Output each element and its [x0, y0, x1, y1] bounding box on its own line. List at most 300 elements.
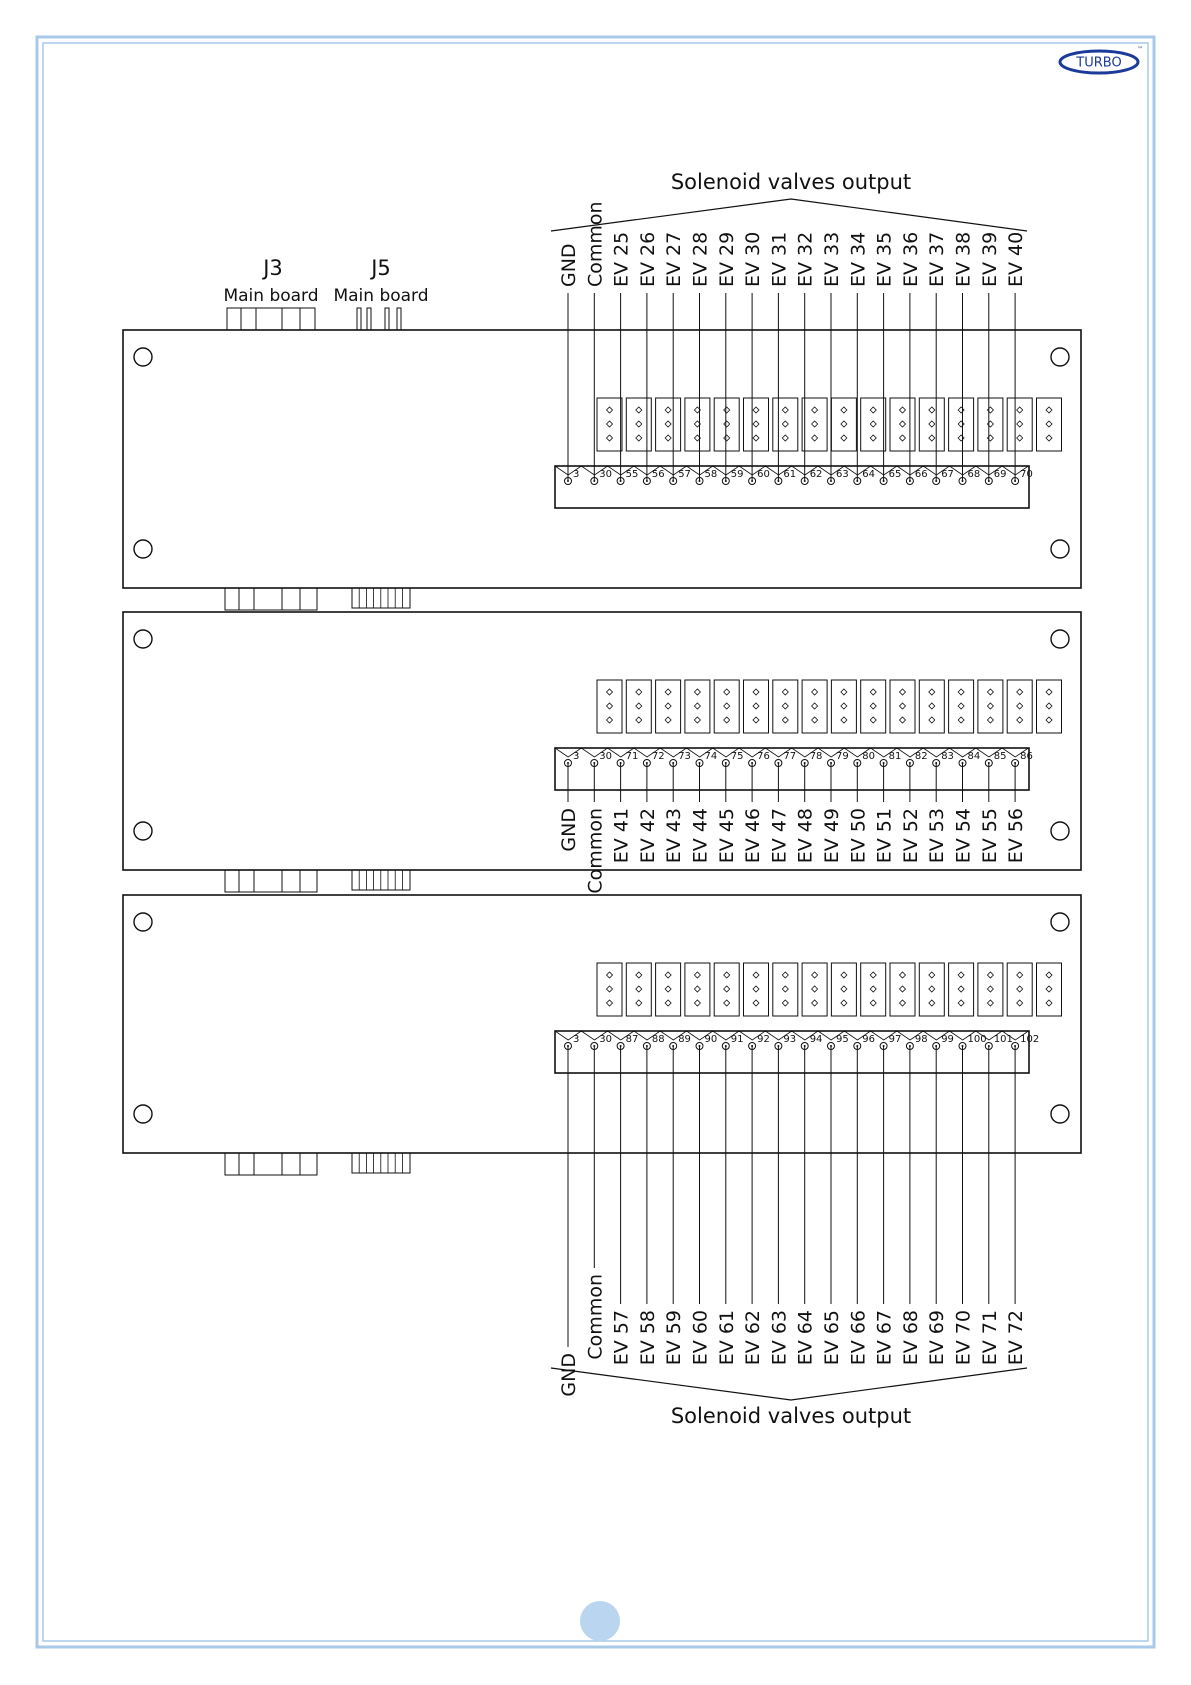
j5-sub-label: Main board — [333, 286, 429, 306]
output-connector — [831, 398, 856, 451]
output-connector — [861, 398, 886, 451]
connector-contact — [607, 407, 613, 413]
terminal-number: 57 — [678, 469, 691, 480]
output-label: EV 43 — [663, 808, 686, 864]
connector-contact — [636, 435, 642, 441]
j3-ribbon-connector — [225, 870, 317, 892]
terminal-number: 63 — [836, 469, 849, 480]
terminal-number: 94 — [809, 1034, 823, 1045]
connector-contact — [841, 1000, 847, 1006]
output-connector — [1007, 398, 1032, 451]
connector-contact — [841, 407, 847, 413]
output-connector — [978, 398, 1003, 451]
connector-contact — [900, 1000, 906, 1006]
connector-contact — [694, 972, 700, 978]
j3-label: J3 — [263, 256, 283, 280]
output-label: EV 28 — [689, 231, 712, 287]
connector-contact — [607, 972, 613, 978]
output-label: EV 32 — [794, 231, 817, 287]
output-connector — [919, 680, 944, 733]
j3-top-body — [227, 308, 315, 330]
output-connector — [949, 963, 974, 1016]
output-label: EV 62 — [742, 1310, 765, 1366]
connector-contact — [958, 972, 964, 978]
connector-contact — [694, 1000, 700, 1006]
terminal-number: 3 — [573, 469, 580, 480]
connector-contact — [958, 421, 964, 427]
output-label: EV 67 — [873, 1310, 896, 1366]
connector-contact — [929, 972, 935, 978]
output-label: EV 52 — [899, 808, 922, 864]
terminal-number: 86 — [1020, 751, 1033, 762]
connector-contact — [1046, 717, 1052, 723]
connector-contact — [870, 1000, 876, 1006]
output-connector — [714, 680, 739, 733]
output-label: EV 48 — [794, 808, 817, 864]
connector-contact — [870, 717, 876, 723]
output-connector — [744, 680, 769, 733]
j3-sub-label: Main board — [223, 286, 319, 306]
footer-brace — [551, 1368, 1027, 1400]
terminal-number: 87 — [625, 1034, 639, 1045]
connector-contact — [665, 703, 671, 709]
j5-top-connector — [357, 308, 401, 330]
terminal-number: 61 — [783, 469, 797, 480]
connector-contact — [812, 717, 818, 723]
footer-title: Solenoid valves output — [670, 1404, 912, 1428]
terminal-number: 85 — [993, 751, 1007, 762]
output-label: EV 68 — [899, 1310, 922, 1366]
output-label: EV 44 — [689, 808, 712, 864]
j3-ribbon-connector — [225, 588, 317, 610]
output-label: Common — [584, 1274, 607, 1360]
output-connector — [685, 680, 710, 733]
connector-contact — [782, 689, 788, 695]
output-label: EV 71 — [978, 1310, 1001, 1366]
output-connector — [1037, 680, 1062, 733]
j5-top-pin — [357, 308, 361, 330]
connector-contact — [665, 986, 671, 992]
output-connector — [744, 963, 769, 1016]
terminal-number: 101 — [993, 1034, 1013, 1045]
output-label: EV 60 — [689, 1310, 712, 1366]
connector-contact — [724, 972, 730, 978]
output-label: GND — [558, 808, 580, 852]
connector-contact — [753, 1000, 759, 1006]
output-label: EV 63 — [768, 1310, 791, 1366]
output-label: EV 27 — [663, 231, 686, 287]
output-label: EV 72 — [1005, 1310, 1028, 1366]
connector-contact — [753, 717, 759, 723]
terminal-number: 89 — [678, 1034, 691, 1045]
mounting-hole — [134, 348, 152, 366]
header-brace — [551, 199, 1027, 231]
board-2 — [123, 612, 1081, 894]
connector-contact — [753, 435, 759, 441]
terminal-number: 88 — [651, 1034, 665, 1045]
turbo-logo — [1060, 46, 1143, 73]
board-outline — [123, 895, 1081, 1153]
page-number-marker — [580, 1601, 620, 1641]
logo-text: TURBO — [1076, 55, 1122, 71]
output-connector — [597, 398, 622, 451]
output-label: EV 65 — [821, 1310, 843, 1366]
terminal-number: 73 — [678, 751, 691, 762]
output-connector — [685, 398, 710, 451]
output-connector — [978, 680, 1003, 733]
terminal-number: 68 — [967, 469, 981, 480]
connector-contact — [724, 717, 730, 723]
terminal-number: 71 — [625, 751, 639, 762]
connector-contact — [782, 1000, 788, 1006]
terminal-number: 3 — [573, 1034, 580, 1045]
connector-contact — [900, 986, 906, 992]
terminal-number: 58 — [704, 469, 718, 480]
connector-contact — [1017, 421, 1023, 427]
connector-contact — [607, 435, 613, 441]
terminal-number: 56 — [651, 469, 665, 480]
terminal-number: 69 — [993, 469, 1007, 480]
connector-contact — [958, 717, 964, 723]
output-label: EV 34 — [847, 231, 870, 287]
output-label: EV 39 — [978, 231, 1001, 287]
output-connector — [861, 680, 886, 733]
j5-ribbon-connector — [352, 588, 410, 608]
connector-contact — [1046, 703, 1052, 709]
output-label: EV 69 — [926, 1310, 949, 1366]
j3-ribbon-connector — [225, 1153, 317, 1175]
output-label: EV 37 — [926, 231, 949, 287]
connector-contact — [929, 407, 935, 413]
terminal-number: 97 — [888, 1034, 902, 1045]
output-label: EV 61 — [715, 1310, 738, 1366]
output-label: EV 29 — [715, 231, 738, 287]
connector-contact — [694, 703, 700, 709]
terminal-number: 83 — [941, 751, 954, 762]
connector-contact — [812, 407, 818, 413]
connector-contact — [870, 421, 876, 427]
output-label: EV 59 — [663, 1310, 686, 1366]
connector-contact — [636, 717, 642, 723]
connector-contact — [636, 407, 642, 413]
connector-contact — [812, 703, 818, 709]
terminal-number: 30 — [599, 1034, 613, 1045]
j5-ribbon-connector — [352, 1153, 410, 1173]
terminal-number: 72 — [651, 751, 665, 762]
output-connector — [1037, 398, 1062, 451]
connector-contact — [870, 689, 876, 695]
connector-contact — [724, 407, 730, 413]
connector-contact — [870, 972, 876, 978]
output-connector — [802, 680, 827, 733]
terminal-number: 84 — [967, 751, 981, 762]
connector-contact — [1046, 972, 1052, 978]
output-label: EV 30 — [742, 231, 765, 287]
terminal-number: 79 — [836, 751, 849, 762]
terminal-number: 65 — [888, 469, 902, 480]
output-connector — [773, 398, 798, 451]
output-connector — [656, 963, 681, 1016]
connector-contact — [636, 986, 642, 992]
terminal-number: 55 — [625, 469, 639, 480]
output-connector — [685, 963, 710, 1016]
connector-contact — [724, 1000, 730, 1006]
connector-contact — [782, 421, 788, 427]
connector-contact — [1017, 407, 1023, 413]
output-label: GND — [558, 243, 580, 287]
terminal-number: 30 — [599, 751, 613, 762]
j5-label: J5 — [371, 256, 391, 280]
connector-contact — [1046, 435, 1052, 441]
terminal-number: 96 — [862, 1034, 876, 1045]
connector-contact — [753, 703, 759, 709]
output-connector — [1007, 680, 1032, 733]
boards-layer — [123, 201, 1081, 1396]
output-label: EV 42 — [636, 808, 659, 864]
connector-contact — [900, 717, 906, 723]
connector-contact — [900, 703, 906, 709]
connector-contact — [694, 689, 700, 695]
connector-contact — [665, 407, 671, 413]
connector-contact — [812, 421, 818, 427]
terminal-number: 81 — [888, 751, 902, 762]
connector-contact — [929, 421, 935, 427]
connector-contact — [724, 421, 730, 427]
terminal-number: 102 — [1020, 1034, 1040, 1045]
connector-contact — [782, 972, 788, 978]
output-label: Common — [584, 201, 607, 287]
output-label: EV 55 — [978, 808, 1001, 864]
output-label: EV 33 — [821, 231, 843, 287]
connector-contact — [841, 421, 847, 427]
output-connector — [656, 398, 681, 451]
connector-contact — [724, 703, 730, 709]
connector-contact — [724, 435, 730, 441]
output-connector — [773, 680, 798, 733]
output-connector — [919, 963, 944, 1016]
connector-contact — [870, 435, 876, 441]
connector-contact — [958, 689, 964, 695]
output-connector — [626, 680, 651, 733]
output-label: EV 70 — [952, 1310, 975, 1366]
connector-contact — [1046, 689, 1052, 695]
terminal-number: 99 — [941, 1034, 954, 1045]
connector-contact — [900, 407, 906, 413]
output-connector — [744, 398, 769, 451]
connector-contact — [900, 435, 906, 441]
connector-contact — [900, 689, 906, 695]
output-label: EV 57 — [610, 1310, 633, 1366]
output-label: EV 25 — [610, 231, 633, 287]
mounting-hole — [1051, 913, 1069, 931]
connector-contact — [753, 421, 759, 427]
logo-trademark: ™ — [1137, 46, 1143, 53]
terminal-number: 92 — [757, 1034, 770, 1045]
mounting-hole — [134, 913, 152, 931]
connector-contact — [987, 972, 993, 978]
connector-contact — [929, 986, 935, 992]
connector-contact — [665, 421, 671, 427]
connector-contact — [900, 972, 906, 978]
terminal-number: 77 — [783, 751, 797, 762]
connector-contact — [841, 986, 847, 992]
output-label: EV 46 — [742, 808, 765, 864]
connector-contact — [812, 986, 818, 992]
output-label: EV 54 — [952, 808, 975, 864]
connector-contact — [753, 407, 759, 413]
connector-contact — [841, 435, 847, 441]
output-connector — [1007, 963, 1032, 1016]
connector-contact — [812, 972, 818, 978]
connector-contact — [724, 986, 730, 992]
j5-top-pin — [385, 308, 389, 330]
connector-contact — [607, 703, 613, 709]
output-connector — [890, 680, 915, 733]
terminal-number: 60 — [757, 469, 770, 480]
output-connector — [802, 963, 827, 1016]
output-connector — [1037, 963, 1062, 1016]
output-label: EV 56 — [1005, 808, 1028, 864]
output-label: EV 49 — [821, 808, 843, 864]
terminal-number: 82 — [914, 751, 928, 762]
terminal-number: 66 — [914, 469, 928, 480]
output-connector — [831, 680, 856, 733]
output-label: Common — [584, 808, 607, 894]
connector-contact — [958, 435, 964, 441]
terminal-number: 30 — [599, 469, 613, 480]
mounting-hole — [134, 822, 152, 840]
j5-ribbon-connector — [352, 870, 410, 890]
terminal-number: 93 — [783, 1034, 797, 1045]
connector-contact — [607, 421, 613, 427]
board-outline — [123, 330, 1081, 588]
connector-contact — [665, 717, 671, 723]
connector-contact — [958, 703, 964, 709]
output-label: EV 31 — [768, 231, 791, 287]
terminal-number: 80 — [862, 751, 876, 762]
output-connector — [949, 680, 974, 733]
connector-contact — [694, 986, 700, 992]
connector-contact — [782, 717, 788, 723]
connector-contact — [636, 1000, 642, 1006]
terminal-number: 100 — [967, 1034, 987, 1045]
connector-contact — [782, 407, 788, 413]
output-label: EV 40 — [1005, 231, 1028, 287]
connector-contact — [987, 1000, 993, 1006]
terminal-number: 67 — [941, 469, 954, 480]
output-connector — [597, 680, 622, 733]
terminal-number: 59 — [730, 469, 744, 480]
output-connector — [714, 963, 739, 1016]
connector-contact — [782, 986, 788, 992]
connector-contact — [987, 986, 993, 992]
output-connector — [949, 398, 974, 451]
output-label: EV 45 — [715, 808, 738, 864]
mounting-hole — [1051, 1105, 1069, 1123]
connector-contact — [665, 972, 671, 978]
mounting-hole — [134, 630, 152, 648]
output-label: GND — [558, 1353, 580, 1397]
connector-contact — [958, 407, 964, 413]
connector-contact — [694, 717, 700, 723]
output-connector — [656, 680, 681, 733]
connector-contact — [607, 986, 613, 992]
output-label: EV 51 — [873, 808, 896, 864]
mounting-hole — [1051, 348, 1069, 366]
connector-contact — [987, 689, 993, 695]
connector-contact — [636, 972, 642, 978]
connector-contact — [1017, 703, 1023, 709]
output-connector — [890, 963, 915, 1016]
terminal-number: 74 — [704, 751, 718, 762]
output-connector — [890, 398, 915, 451]
connector-contact — [870, 407, 876, 413]
output-label: EV 36 — [899, 231, 922, 287]
mounting-hole — [1051, 630, 1069, 648]
connector-contact — [753, 689, 759, 695]
output-connector — [714, 398, 739, 451]
mounting-hole — [134, 540, 152, 558]
terminal-number: 78 — [809, 751, 823, 762]
mounting-hole — [134, 1105, 152, 1123]
j3-top-connector — [227, 308, 315, 330]
connector-contact — [841, 717, 847, 723]
connector-contact — [636, 421, 642, 427]
connector-contact — [841, 703, 847, 709]
j5-top-pin — [397, 308, 401, 330]
board-3 — [123, 895, 1081, 1397]
connector-contact — [987, 717, 993, 723]
connector-contact — [900, 421, 906, 427]
connector-contact — [724, 689, 730, 695]
connector-contact — [929, 703, 935, 709]
output-label: EV 50 — [847, 808, 870, 864]
output-label: EV 64 — [794, 1310, 817, 1366]
connector-contact — [665, 1000, 671, 1006]
output-connector — [626, 398, 651, 451]
output-connector — [802, 398, 827, 451]
connector-contact — [987, 703, 993, 709]
connector-contact — [929, 717, 935, 723]
connector-contact — [782, 435, 788, 441]
connector-contact — [1017, 435, 1023, 441]
connector-contact — [1017, 1000, 1023, 1006]
output-label: EV 47 — [768, 808, 791, 864]
output-label: EV 41 — [610, 808, 633, 864]
mounting-hole — [1051, 822, 1069, 840]
connector-contact — [665, 689, 671, 695]
connector-contact — [1046, 421, 1052, 427]
header-title: Solenoid valves output — [670, 170, 912, 194]
connector-contact — [1017, 689, 1023, 695]
mounting-hole — [1051, 540, 1069, 558]
output-connector — [919, 398, 944, 451]
output-connector — [861, 963, 886, 1016]
connector-contact — [607, 689, 613, 695]
connector-contact — [1017, 986, 1023, 992]
connector-contact — [958, 986, 964, 992]
output-connector — [978, 963, 1003, 1016]
terminal-number: 62 — [809, 469, 823, 480]
connector-contact — [607, 1000, 613, 1006]
output-connector — [626, 963, 651, 1016]
connector-contact — [929, 435, 935, 441]
connector-contact — [958, 1000, 964, 1006]
terminal-number: 3 — [573, 751, 580, 762]
output-label: EV 38 — [952, 231, 975, 287]
terminal-number: 95 — [836, 1034, 849, 1045]
connector-contact — [929, 689, 935, 695]
